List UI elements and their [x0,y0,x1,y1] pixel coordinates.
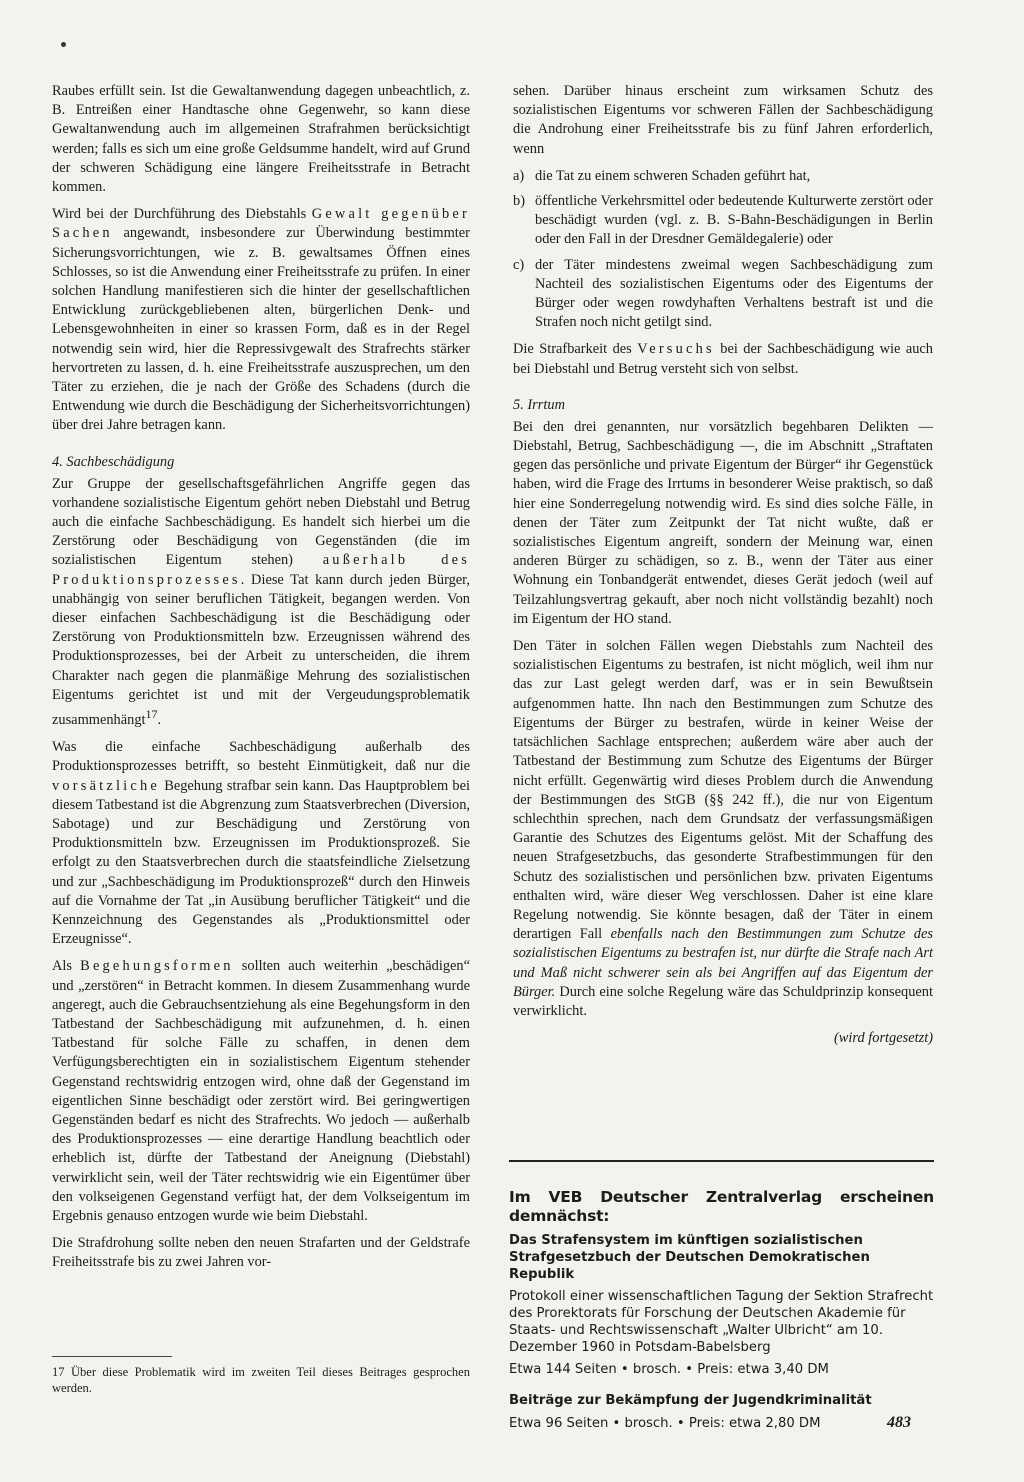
footnote: 17 Über diese Problematik wird im zweiten Teil dieses Beitrages gesprochen werden. [52,1365,470,1395]
page-number: 483 [887,1414,911,1431]
paragraph: Die Strafbarkeit des Versuchs bei der Sachbeschädigung wie auch bei Diebstahl und Betrug versteht sich von selbst. [513,341,934,377]
spaced-emphasis: Begehungsformen [80,958,234,975]
paragraph: sehen. Darüber hinaus erscheint zum wirksamen Schutz des sozialistischen Eigentums vor schweren Fällen der Sachbeschädigung die Androhung einer Freiheitsstrafe bis zu fünf Jahren erforderlich, wenn [513,83,933,157]
list-item: a) die Tat zu einem schweren Schaden geführt hat, [513,167,811,184]
spaced-emphasis: vorsätzliche [52,777,160,794]
continued-note: (wird fortgesetzt) [834,1030,933,1047]
paragraph: Zur Gruppe der gesellschaftsgefährlichen Angriffe gegen das vorhandene sozialistische Eigentum gehört neben Diebstahl und Betrug auch die einfache Sachbeschädigung. Es handelt sich hierbei um die Zerstörung oder Beschädigung von Gegenständen (die im sozialistischen Eigentum stehen) außerhalb des Produktionsprozesses. Diese Tat kann durch jeden Bürger, unabhängig von seiner beruflichen Tätigkeit, begangen werden. Von dieser einfachen Sachbeschädigung ist die Beschädigung oder Zerstörung von Produktionsmitteln bzw. Erzeugnissen während des Produktionsprozesses, bei der Arbeit zu unterscheiden, die ihrem Charakter nach gegen die planmäßige Mehrung des sozialistischen Eigentums gerichtet ist und mit der Vergeudungsproblematik zusammenhängt$^{17}$. [52,475,470,728]
section-heading-5: 5. Irrtum [513,396,565,413]
book-description: Protokoll einer wissenschaftlichen Tagung der Sektion Strafrecht des Prorektorats für Forschung der Deutschen Akademie für Staats- und Rechtswissenschaft „Walter Ulbricht“ am 10. Dezember 1960 in Potsdam-Babelsberg [509,1289,934,1356]
paragraph: Bei den drei genannten, nur vorsätzlich begehbaren Delikten — Diebstahl, Betrug, Sachbeschädigung —, die im Abschnitt „Straftaten gegen das persönliche und private Eigentum der Bürger“ ihr Gegenstück haben, wird die Frage des Irrtums in besonderer Weise praktisch, so daß hier eine Sonderregelung notwendig wird. Es sind dies solche Fälle, in denen der Täter zum Zeitpunkt der Tat nicht wußte, daß er sozialistisches Eigentum angreift, sondern der Meinung war, einen anderen Bürger zu schädigen, so z. B., wenn der Täter aus einer Wohnung ein Tonbandgerät entwendet, dieses Gerät jedoch (weil auf Teilzahlungsvertrag gekauft, aber noch nicht vollständig bezahlt) noch im Eigentum der HO stand. [513,418,933,627]
list-item: b) öffentliche Verkehrsmittel oder bedeutende Kulturwerte zerstört oder beschädigt wurden (vgl. z. B. S-Bahn-Beschädigungen in Berlin oder den Fall in der Dresdner Gemäldegalerie) oder [513,193,933,248]
paragraph: Was die einfache Sachbeschädigung außerhalb des Produktionsprozesses betrifft, so besteht Einmütigkeit, daß nur die vorsätzliche Begehung strafbar sein kann. Das Hauptproblem bei diesem Tatbestand ist die Abgrenzung zum Staatsverbrechen (Diversion, Sabotage) und zur Beschädigung und Zerstörung von Produktionsmitteln bzw. Erzeugnissen im Produktionsprozeß. Sie erfolgt zu den Staatsverbrechen durch die staatsfeindliche Zielsetzung und zur „Sachbeschädigung im Produktionsprozeß“ durch den Hinweis auf die Vornahme der Tat „in Ausübung beruflicher Tätigkeit“ und die Kennzeichnung des Gegenstandes als „Produktionsmittel oder Erzeugnisse“. [52,739,470,948]
spaced-emphasis: Gewalt gegenüber Sachen [52,206,470,242]
book-title: Beiträge zur Bekämpfung der Jugendkriminalität [509,1392,872,1408]
paragraph: Die Strafdrohung sollte neben den neuen Strafarten und der Geldstrafe Freiheitsstrafe bis zu zwei Jahren vor- [52,1235,470,1271]
paragraph: Den Täter in solchen Fällen wegen Diebstahls zum Nachteil des sozialistischen Eigentums zu bestrafen, ist nicht möglich, weil ihm nur das zur Last gelegt werden darf, was er in sein Bewußtsein aufgenommen hatte. Ihn nach den Bestimmungen zum Schutze des Eigentums der Bürger zu bestrafen, würde in keiner Weise der tatsächlichen Sachlage entsprechen; außerdem wäre aber auch der Tatbestand der Bestimmung zum Schutze des Eigentums der Bürger nicht erfüllt. Gegenwärtig wird dieses Problem durch die Anwendung der Bestimmungen des StGB (§§ 242 ff.), die nur von Eigentum schlechthin sprechen, nach dem Grundsatz der verfassungsmäßigen Garantie des Schutzes des Eigentums gelöst. Mit der Schaffung des neuen Strafgesetzbuchs, das gesonderte Strafbestimmungen für den Schutz des sozialistischen und persönlichen bzw. privaten Eigentums enthalten wird, wäre dieser Weg verschlossen. Daher ist eine klare Regelung notwendig. Sie könnte besagen, daß der Täter in einem derartigen Fall ebenfalls nach den Bestimmungen zum Schutze des sozialistischen Eigentums zu bestrafen ist, nur dürfte die Strafe nach Art und Maß nicht schwerer sein als bei Angriffen auf das Eigentum der Bürger. Durch eine solche Regelung wäre das Schuldprinzip konsequent verwirklicht. [513,638,933,1019]
section-heading-4: 4. Sachbeschädigung [52,453,175,470]
list-item: c) der Täter mindestens zweimal wegen Sachbeschädigung zum Nachteil des sozialistischen Eigentums oder des Eigentums der Bürger oder wegen rowdyhaften Verhaltens bestraft ist und die Strafen noch nicht getilgt sind. [513,256,933,331]
paragraph: Als Begehungsformen sollten auch weiterhin „beschädigen“ und „zerstören“ in Betracht kommen. In diesem Zusammenhang wurde angeregt, auch die Gebrauchsentziehung als eine Begehungsform in den Tatbestand der Sachbeschädigung mit aufzunehmen, d. h. einen Tatbestand für solche Fälle zu schaffen, in denen dem Verfügungsberechtigten ein in sozialistischem Eigentum stehender Gegenstand rechtswidrig entzogen wird, ohne daß der Gegenstand im eigentlichen Sinne beschädigt oder zerstört wird. Bei geringwertigen Gegenständen bedarf es nicht des Strafrechts. Wo jedoch — außerhalb des Produktionsprozesses — eine derartige Handlung beachtlich oder erheblich ist, dürfte der Tatbestand der Aneignung (Diebstahl) verwirklicht sein, weil der Täter rechtswidrig wie ein Eigentümer über den volkseigenen Gegenstand verfügt hat, der dem Volkseigentum im Ergebnis genauso entzogen wurde wie beim Diebstahl. [52,958,470,1224]
footnote-ref: 17 [145,707,158,722]
paragraph: Raubes erfüllt sein. Ist die Gewaltanwendung dagegen unbeachtlich, z. B. Entreißen einer Handtasche ohne Gegenwehr, so kann diese Gewaltanwendung auch im allgemeinen Strafrahmen berücksichtigt werden; falls es sich um eine große Geldsumme handelt, wird auf Grund der schweren Schädigung eine längere Freiheitsstrafe in Betracht kommen. [52,83,471,196]
print-speck [61,42,66,47]
left-column [52,82,470,1281]
advertisement-heading: Im VEB Deutscher Zentralverlag erscheinen demnächst: [509,1188,934,1226]
right-column [513,82,933,1056]
paragraph: Wird bei der Durchführung des Diebstahls Gewalt gegenüber Sachen angewandt, insbesondere zur Überwindung bestimmter Sicherungsvorrichtungen, wie z. B. gewaltsames Öffnen eines Schlosses, so ist die Anwendung einer Freiheitsstrafe zu prüfen. In einer solchen Handlung manifestieren sich die hinter der gesellschaftlichen Entwicklung zurückgebliebenen alten, bürgerlichen Denk- und Lebensgewohnheiten in einer so krassen Form, daß es in der Regel notwendig sein wird, hier die Repressivgewalt des Strafrechts stärker hervortreten zu lassen, d. h. eine Freiheitsstrafe auszusprechen, um den Täter zu erziehen, die je nach der Größe des Schadens (durch die Entwendung wie durch die Beschädigung der Sicherheitsvorrichtungen) über drei Jahre betragen kann. [52,206,470,434]
publisher-advertisement [509,1188,934,1445]
advertisement-divider [509,1160,934,1162]
italic-emphasis: ebenfalls nach den Bestimmungen zum Schutze des sozialistischen Eigentums zu bestrafen ist, nur dürfte die Strafe nach Art und Maß nicht schwerer sein als bei Angriffen auf das Eigentum der Bürger. [513,926,933,1000]
footnote-divider [52,1356,172,1357]
book-title: Das Strafensystem im künftigen sozialistischen Strafgesetzbuch der Deutschen Demokratischen Republik [509,1233,870,1283]
book-details: Etwa 96 Seiten • brosch. • Preis: etwa 2,80 DM [509,1415,821,1431]
spaced-emphasis: Versuchs [637,341,715,358]
book-details: Etwa 144 Seiten • brosch. • Preis: etwa 3,40 DM [509,1362,829,1378]
spaced-emphasis: außerhalb des Produktionsprozesses [52,552,470,588]
condition-list [513,167,933,333]
